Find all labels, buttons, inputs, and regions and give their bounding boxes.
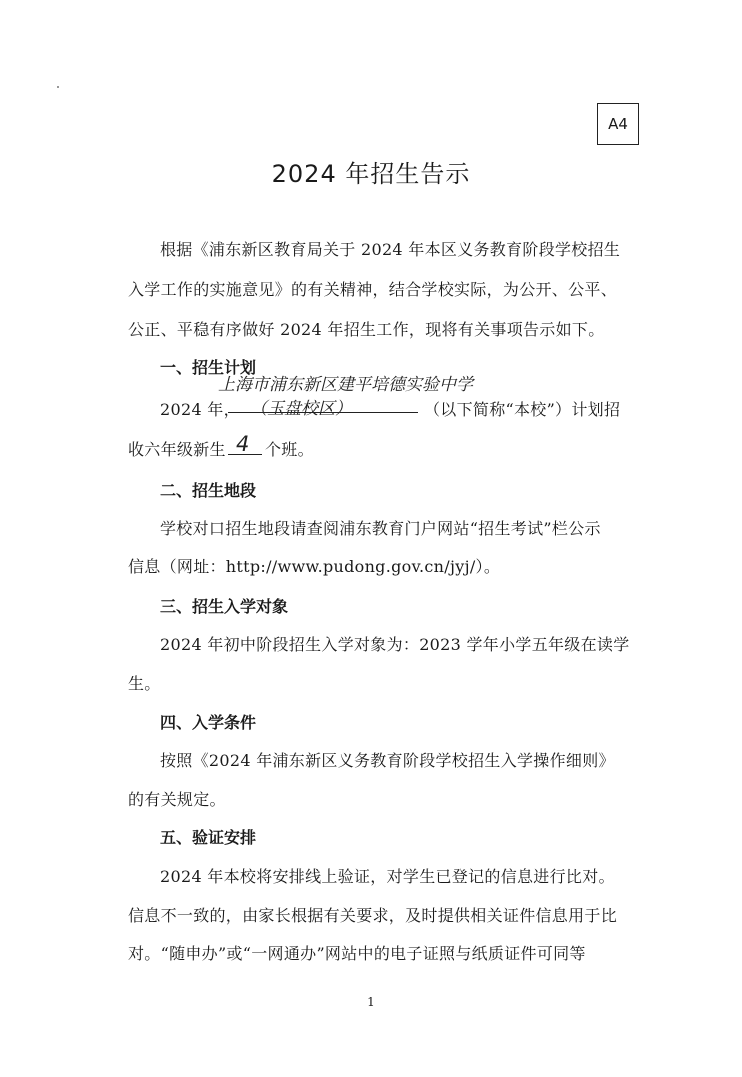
scan-speck [57, 86, 59, 88]
section-2-line-2: 信息（网址：http://www.pudong.gov.cn/jyj/）。 [128, 557, 501, 576]
section-2-heading: 二、招生地段 [160, 481, 257, 500]
section-1-line-2-prefix: 收六年级新生 [128, 440, 226, 459]
fill-in-underline-school [228, 412, 418, 413]
section-5-line-1: 2024 年本校将安排线上验证，对学生已登记的信息进行比对。 [160, 867, 615, 886]
section-5-heading: 五、验证安排 [160, 828, 257, 847]
handwritten-campus: （玉盘校区） [250, 399, 352, 419]
section-4-line-2: 的有关规定。 [128, 790, 226, 809]
handwritten-school-name: 上海市浦东新区建平培德实验中学 [218, 375, 473, 395]
intro-line-2: 入学工作的实施意见》的有关精神，结合学校实际，为公开、公平、 [128, 280, 618, 299]
intro-line-3: 公正、平稳有序做好 2024 年招生工作，现将有关事项告示如下。 [128, 320, 605, 339]
section-1-line-1-suffix: （以下简称“本校”）计划招 [424, 400, 621, 419]
section-5-line-3: 对。“随申办”或“一网通办”网站中的电子证照与纸质证件可同等 [128, 944, 586, 963]
section-5-line-2: 信息不一致的，由家长根据有关要求，及时提供相关证件信息用于比 [128, 906, 618, 925]
section-1-heading: 一、招生计划 [160, 358, 257, 377]
section-1-line-1-prefix: 2024 年， [160, 400, 240, 419]
section-2-line-1: 学校对口招生地段请查阅浦东教育门户网站“招生考试”栏公示 [160, 519, 601, 538]
section-4-heading: 四、入学条件 [160, 713, 257, 732]
section-1-line-2-suffix: 个班。 [265, 440, 314, 459]
section-3-line-1: 2024 年初中阶段招生入学对象为：2023 学年小学五年级在读学 [160, 635, 630, 654]
fill-in-underline-count [228, 454, 262, 455]
handwritten-class-count: 4 [236, 432, 250, 456]
page-title: 2024 年招生告示 [271, 160, 471, 188]
intro-line-1: 根据《浦东新区教育局关于 2024 年本区义务教育阶段学校招生 [160, 240, 621, 259]
format-tag: A4 [597, 103, 639, 145]
section-4-line-1: 按照《2024 年浦东新区义务教育阶段学校招生入学操作细则》 [160, 751, 615, 770]
section-3-line-2: 生。 [128, 674, 161, 693]
section-3-heading: 三、招生入学对象 [160, 597, 289, 616]
page-number: 1 [367, 995, 375, 1009]
